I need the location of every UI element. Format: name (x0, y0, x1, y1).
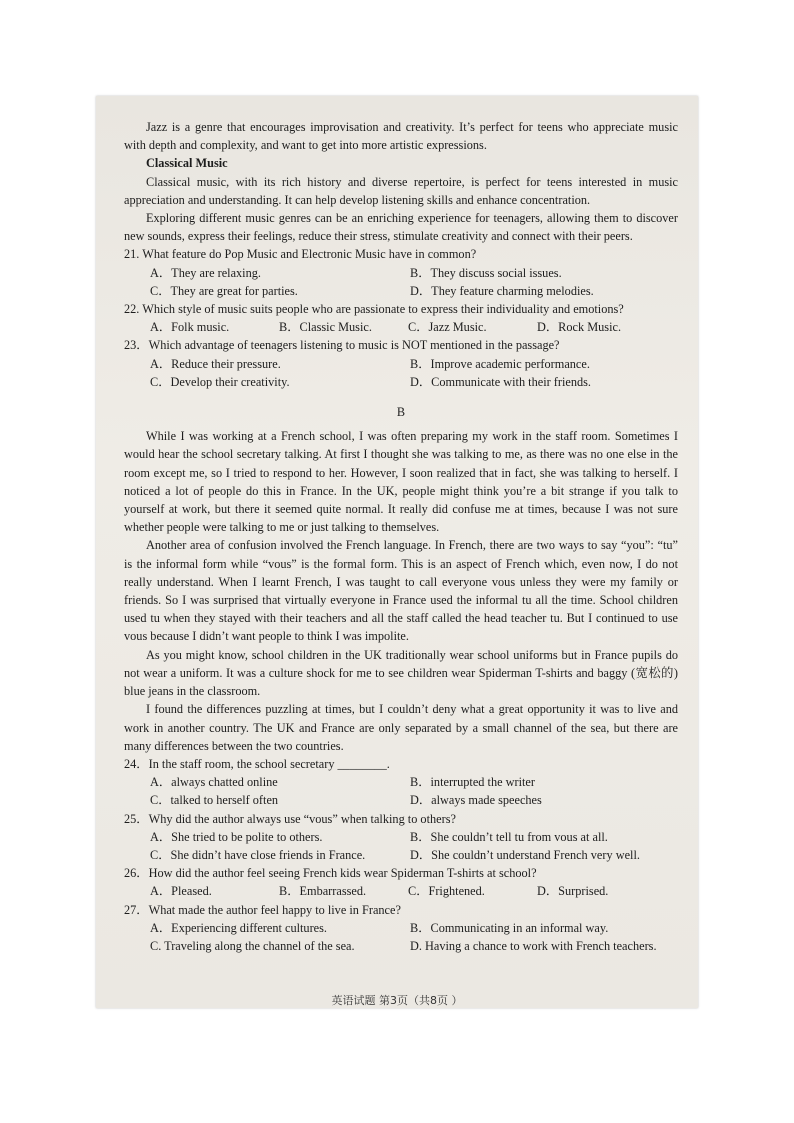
option-c: C．Frightened. (408, 884, 485, 899)
option-b: B．Embarrassed. (279, 884, 367, 899)
option-b: B．Classic Music. (279, 320, 372, 335)
question-22 (124, 300, 678, 336)
options-row (124, 791, 678, 809)
options-row (124, 828, 678, 846)
option-c: C．She didn’t have close friends in France. (150, 847, 366, 862)
option-b: B．They discuss social issues. (410, 265, 562, 280)
option-d: D．Surprised. (537, 884, 609, 899)
option-c: C．Jazz Music. (408, 320, 487, 335)
option-d: D．always made speeches (410, 793, 542, 808)
options-row (124, 919, 678, 937)
options-row (124, 264, 678, 282)
options-row (124, 937, 678, 955)
question-stem: 25．Why did the author always use “vous” when talking to others? (124, 811, 456, 826)
option-a: A．She tried to be polite to others. (150, 829, 323, 844)
options-row (124, 846, 678, 864)
option-b: B．Improve academic performance. (410, 356, 590, 371)
options-row (124, 773, 678, 791)
question-27 (124, 901, 678, 956)
classical-music-heading: Classical Music (146, 156, 228, 171)
question-stem: 23．Which advantage of teenagers listening to music is NOT mentioned in the passage? (124, 338, 560, 353)
option-b: B．She couldn’t tell tu from vous at all. (410, 829, 608, 844)
option-a: A．Experiencing different cultures. (150, 920, 327, 935)
option-d: D. Having a chance to work with French teachers. (410, 938, 657, 953)
option-c: C．talked to herself often (150, 793, 279, 808)
classical-paragraph: Classical music, with its rich history and diverse repertoire, is perfect for teens interested in music appreciation and understanding. It can help develop listening skills and enhance concentration. (124, 174, 678, 207)
option-c: C. Traveling along the channel of the sea. (150, 938, 355, 953)
passage-b-paragraph-3: As you might know, school children in the UK traditionally wear school uniforms but in France pupils do not wear a uniform. It was a culture shock for me to see children wear Spiderman T-shirts and baggy (宽松的) blue jeans in the classroom. (124, 647, 678, 699)
option-b: B．interrupted the writer (410, 775, 535, 790)
question-stem: 24．In the staff room, the school secretary ________. (124, 756, 390, 771)
jazz-paragraph: Jazz is a genre that encourages improvisation and creativity. It’s perfect for teens who appreciate music with depth and complexity, and want to get into more artistic expressions. (124, 120, 678, 153)
option-d: D．They feature charming melodies. (410, 283, 594, 298)
option-a: A．They are relaxing. (150, 265, 261, 280)
option-b: B．Communicating in an informal way. (410, 920, 609, 935)
option-d: D．Communicate with their friends. (410, 374, 592, 389)
options-row (124, 373, 678, 391)
option-c: C．Develop their creativity. (150, 374, 290, 389)
options-row (124, 318, 678, 336)
question-stem: 22. Which style of music suits people who are passionate to express their individuality and emotions? (124, 302, 624, 317)
question-26 (124, 864, 678, 900)
passage-b-paragraph-4: I found the differences puzzling at times, but I couldn’t deny what a great opportunity it was to live and work in another country. The UK and France are only separated by a small channel of the sea, but there are many differences between the two countries. (124, 702, 678, 753)
question-25 (124, 810, 678, 865)
question-21 (124, 245, 678, 300)
page-content (124, 118, 678, 955)
conclusion-paragraph: Exploring different music genres can be an enriching experience for teenagers, allowing them to discover new sounds, express their feelings, reduce their stress, stimulate creativity and connect with their peers. (124, 211, 678, 244)
passage-b-paragraph-1: While I was working at a French school, I was often preparing my work in the staff room. Sometimes I would hear the school secretary talking. At first I thought she was talking to me, as there was no one else in the room except me, so I tried to respond to her. However, I soon realized that in fact, she was talking to herself. I noticed a lot of people do this in France. In the UK, people might think you’re a bit strange if you talk to yourself at work, but there it seemed quite normal. It really did confuse me at times, because I was not sure whether people were talking to me or just talking to themselves. (124, 429, 678, 535)
option-a: A．Pleased. (150, 884, 212, 899)
exam-page (96, 96, 698, 1008)
option-c: C．They are great for parties. (150, 283, 298, 298)
question-stem: 21. What feature do Pop Music and Electronic Music have in common? (124, 247, 477, 262)
question-stem: 27．What made the author feel happy to live in France? (124, 902, 401, 917)
options-row (124, 355, 678, 373)
option-a: A．Reduce their pressure. (150, 356, 281, 371)
passage-b-paragraph-2: Another area of confusion involved the French language. In French, there are two ways to say “you”: “tu” is the informal form while “vous” is the formal form. This is an aspect of French which, even now, I do not really understand. When I learnt French, I was taught to call everyone vous unless they were my family or friends. So I was surprised that virtually everyone in France used the informal tu all the time. School children used tu when they stayed with their teachers and all the staff called the head teacher tu. But I continued to use vous because I didn’t want people to think I was impolite. (124, 538, 678, 644)
question-24 (124, 755, 678, 810)
option-a: A．always chatted online (150, 775, 278, 790)
question-stem: 26．How did the author feel seeing French kids wear Spiderman T-shirts at school? (124, 866, 537, 881)
option-a: A．Folk music. (150, 320, 230, 335)
question-23 (124, 336, 678, 391)
option-d: D．She couldn’t understand French very well. (410, 847, 640, 862)
options-row (124, 282, 678, 300)
option-d: D．Rock Music. (537, 320, 622, 335)
section-b-label: B (396, 405, 406, 420)
options-row (124, 882, 678, 900)
page-footer: 英语试题 第3页（共8页 ） (331, 994, 463, 1007)
